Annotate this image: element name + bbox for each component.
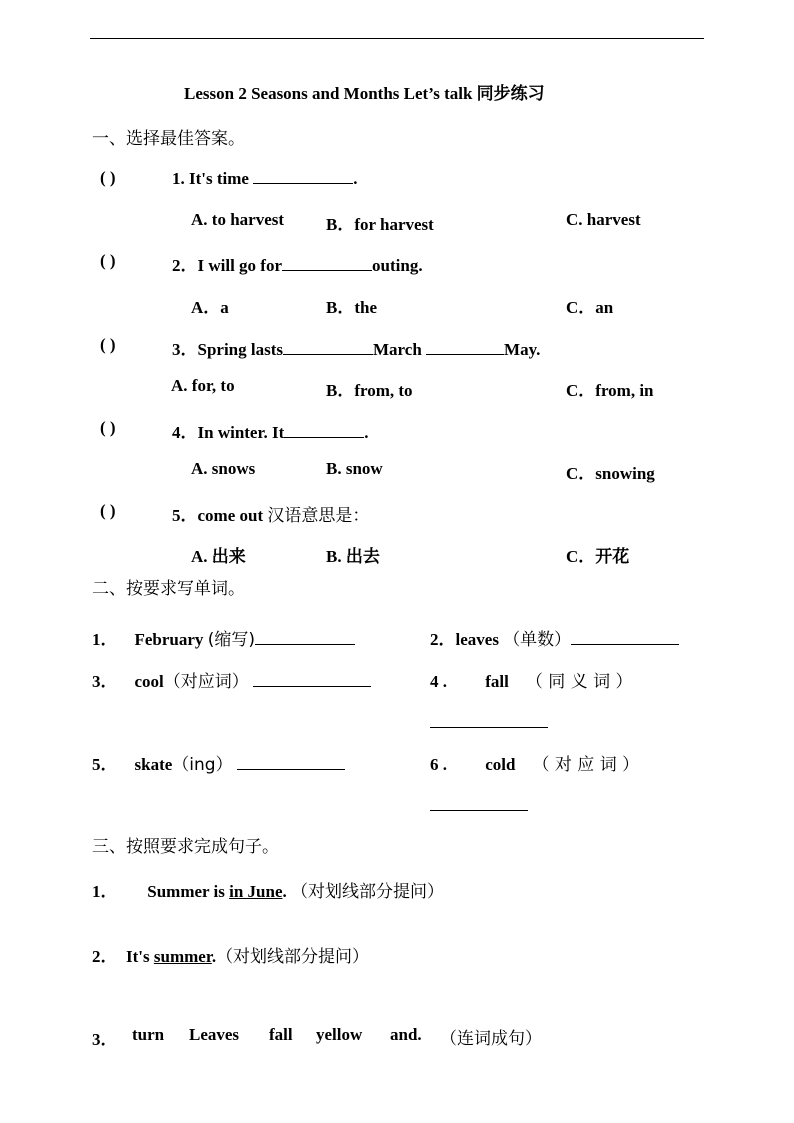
header-rule xyxy=(90,38,704,39)
word-fall: fall xyxy=(269,1025,293,1044)
q3-option-c[interactable]: C．from, in xyxy=(566,381,654,400)
q4-option-c[interactable]: C．snowing xyxy=(566,464,655,483)
section1-heading: 一、选择最佳答案。 xyxy=(92,129,245,149)
answer-blank[interactable] xyxy=(255,629,355,645)
question-3: 3．Spring lasts March May. xyxy=(172,340,541,359)
answer-blank[interactable] xyxy=(282,255,372,271)
word-yellow: yellow xyxy=(316,1025,363,1044)
q4-option-a[interactable]: A. snows xyxy=(191,459,256,478)
word-item-4-blank[interactable] xyxy=(430,712,548,733)
section3-heading: 三、按照要求完成句子。 xyxy=(92,837,279,857)
answer-paren: ( ) xyxy=(100,168,116,187)
question-1: 1. It's time . xyxy=(172,169,358,188)
answer-blank[interactable] xyxy=(571,629,679,645)
instruction-note: （连词成句） xyxy=(440,1029,542,1049)
word-turn: turn xyxy=(132,1025,165,1044)
q2-option-c[interactable]: C．an xyxy=(566,298,614,317)
q1-option-b[interactable]: B．for harvest xyxy=(326,215,434,234)
q2-option-a[interactable]: A．a xyxy=(191,298,229,317)
q2-option-b[interactable]: B．the xyxy=(326,298,377,317)
page-title: Lesson 2 Seasons and Months Let’s talk 同步练习 xyxy=(184,84,545,103)
q5-option-b[interactable]: B. 出去 xyxy=(326,547,380,566)
answer-blank[interactable] xyxy=(284,422,364,438)
q5-option-c[interactable]: C．开花 xyxy=(566,547,630,566)
section2-heading: 二、按要求写单词。 xyxy=(92,579,245,599)
word-item-6-blank[interactable] xyxy=(430,795,528,816)
question-2: 2．I will go for outing. xyxy=(172,256,423,275)
answer-blank[interactable] xyxy=(237,754,345,770)
answer-paren: ( ) xyxy=(100,501,116,520)
q4-option-b[interactable]: B. snow xyxy=(326,459,383,478)
answer-blank[interactable] xyxy=(283,339,373,355)
answer-paren: ( ) xyxy=(100,418,116,437)
question-4: 4．In winter. It . xyxy=(172,423,369,442)
answer-paren: ( ) xyxy=(100,335,116,354)
question-5: 5．come out 汉语意思是： xyxy=(172,506,370,526)
q3-option-a[interactable]: A. for, to xyxy=(171,376,235,395)
word-item-3: 3． cool（对应词） xyxy=(92,667,371,692)
word-item-6: 6 . cold （ 对 应 词 ） xyxy=(430,755,640,775)
sentence-item-2: 2． It's summer.（对划线部分提问） xyxy=(92,947,370,967)
word-item-2: 2．leaves （单数） xyxy=(430,625,679,650)
word-item-5: 5． skate（ing） xyxy=(92,750,345,775)
q3-option-b[interactable]: B．from, to xyxy=(326,381,413,400)
answer-blank[interactable] xyxy=(426,339,504,355)
q5-option-a[interactable]: A. 出来 xyxy=(191,547,246,566)
answer-blank[interactable] xyxy=(253,168,353,184)
answer-paren: ( ) xyxy=(100,251,116,270)
sentence-item-1: 1． Summer is in June. （对划线部分提问） xyxy=(92,882,444,902)
word-and: and. xyxy=(390,1025,422,1044)
word-item-4: 4 . fall （ 同 义 词 ） xyxy=(430,672,633,692)
word-item-1: 1． February (缩写) xyxy=(92,625,355,650)
q1-option-a[interactable]: A. to harvest xyxy=(191,210,285,229)
answer-blank[interactable] xyxy=(253,671,371,687)
q1-option-c[interactable]: C. harvest xyxy=(566,210,641,229)
sentence-item-3: 3． xyxy=(92,1030,118,1049)
word-leaves: Leaves xyxy=(189,1025,240,1044)
